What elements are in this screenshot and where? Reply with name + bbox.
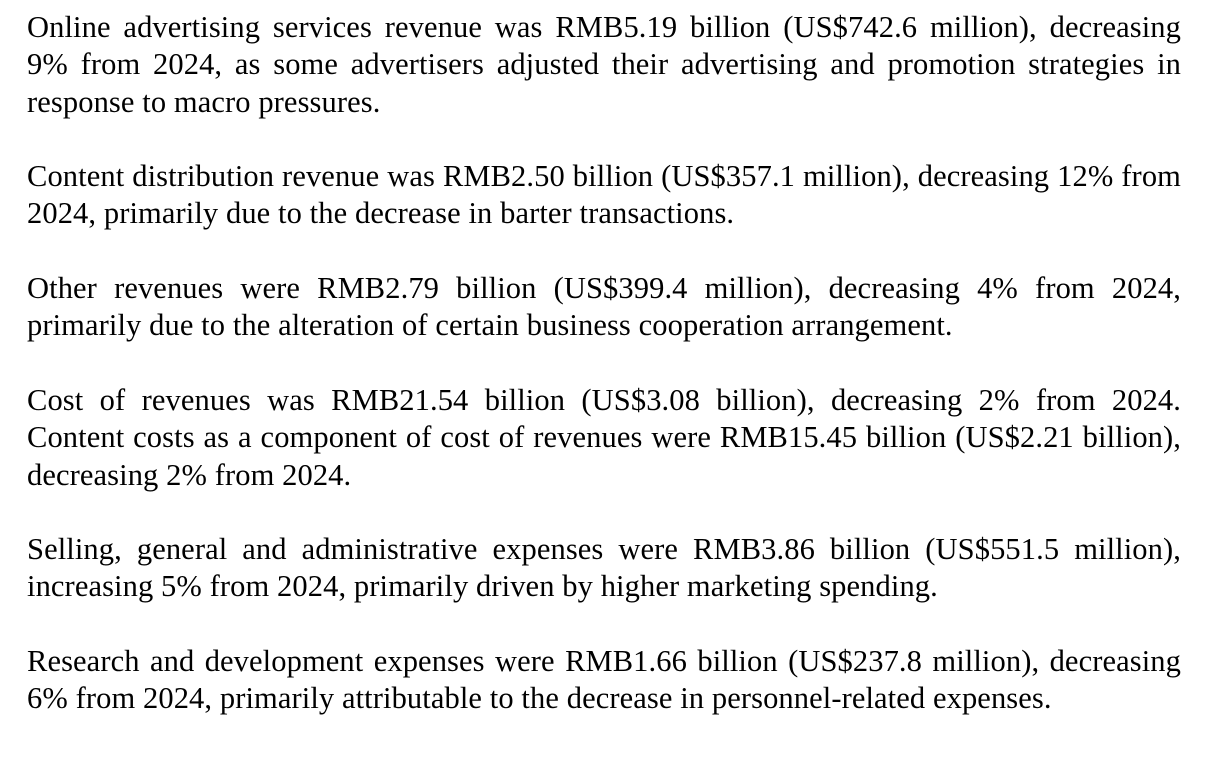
- paragraph-cost-of-revenues: Cost of revenues was RMB21.54 billion (US$3.08 billion), decreasing 2% from 2024. Content costs as a component of cost of revenues were RMB15.45 billion (US$2.21 billion), decreasing 2% from 2024.: [27, 382, 1181, 492]
- paragraph-content-distribution-revenue: Content distribution revenue was RMB2.50 billion (US$357.1 million), decreasing 12% from 2024, primarily due to the decrease in barter transactions.: [27, 159, 1181, 231]
- paragraph-sga-expenses: Selling, general and administrative expenses were RMB3.86 billion (US$551.5 million), increasing 5% from 2024, primarily driven by higher marketing spending.: [27, 532, 1181, 604]
- paragraph-online-advertising-revenue: Online advertising services revenue was RMB5.19 billion (US$742.6 million), decreasing 9% from 2024, as some advertisers adjusted their advertising and promotion strategies in response to macro pressures.: [27, 10, 1181, 119]
- paragraph-rd-expenses: Research and development expenses were RMB1.66 billion (US$237.8 million), decreasing 6% from 2024, primarily attributable to the decrease in personnel-related expenses.: [27, 644, 1181, 716]
- paragraph-other-revenues: Other revenues were RMB2.79 billion (US$399.4 million), decreasing 4% from 2024, primarily due to the alteration of certain business cooperation arrangement.: [27, 271, 1181, 343]
